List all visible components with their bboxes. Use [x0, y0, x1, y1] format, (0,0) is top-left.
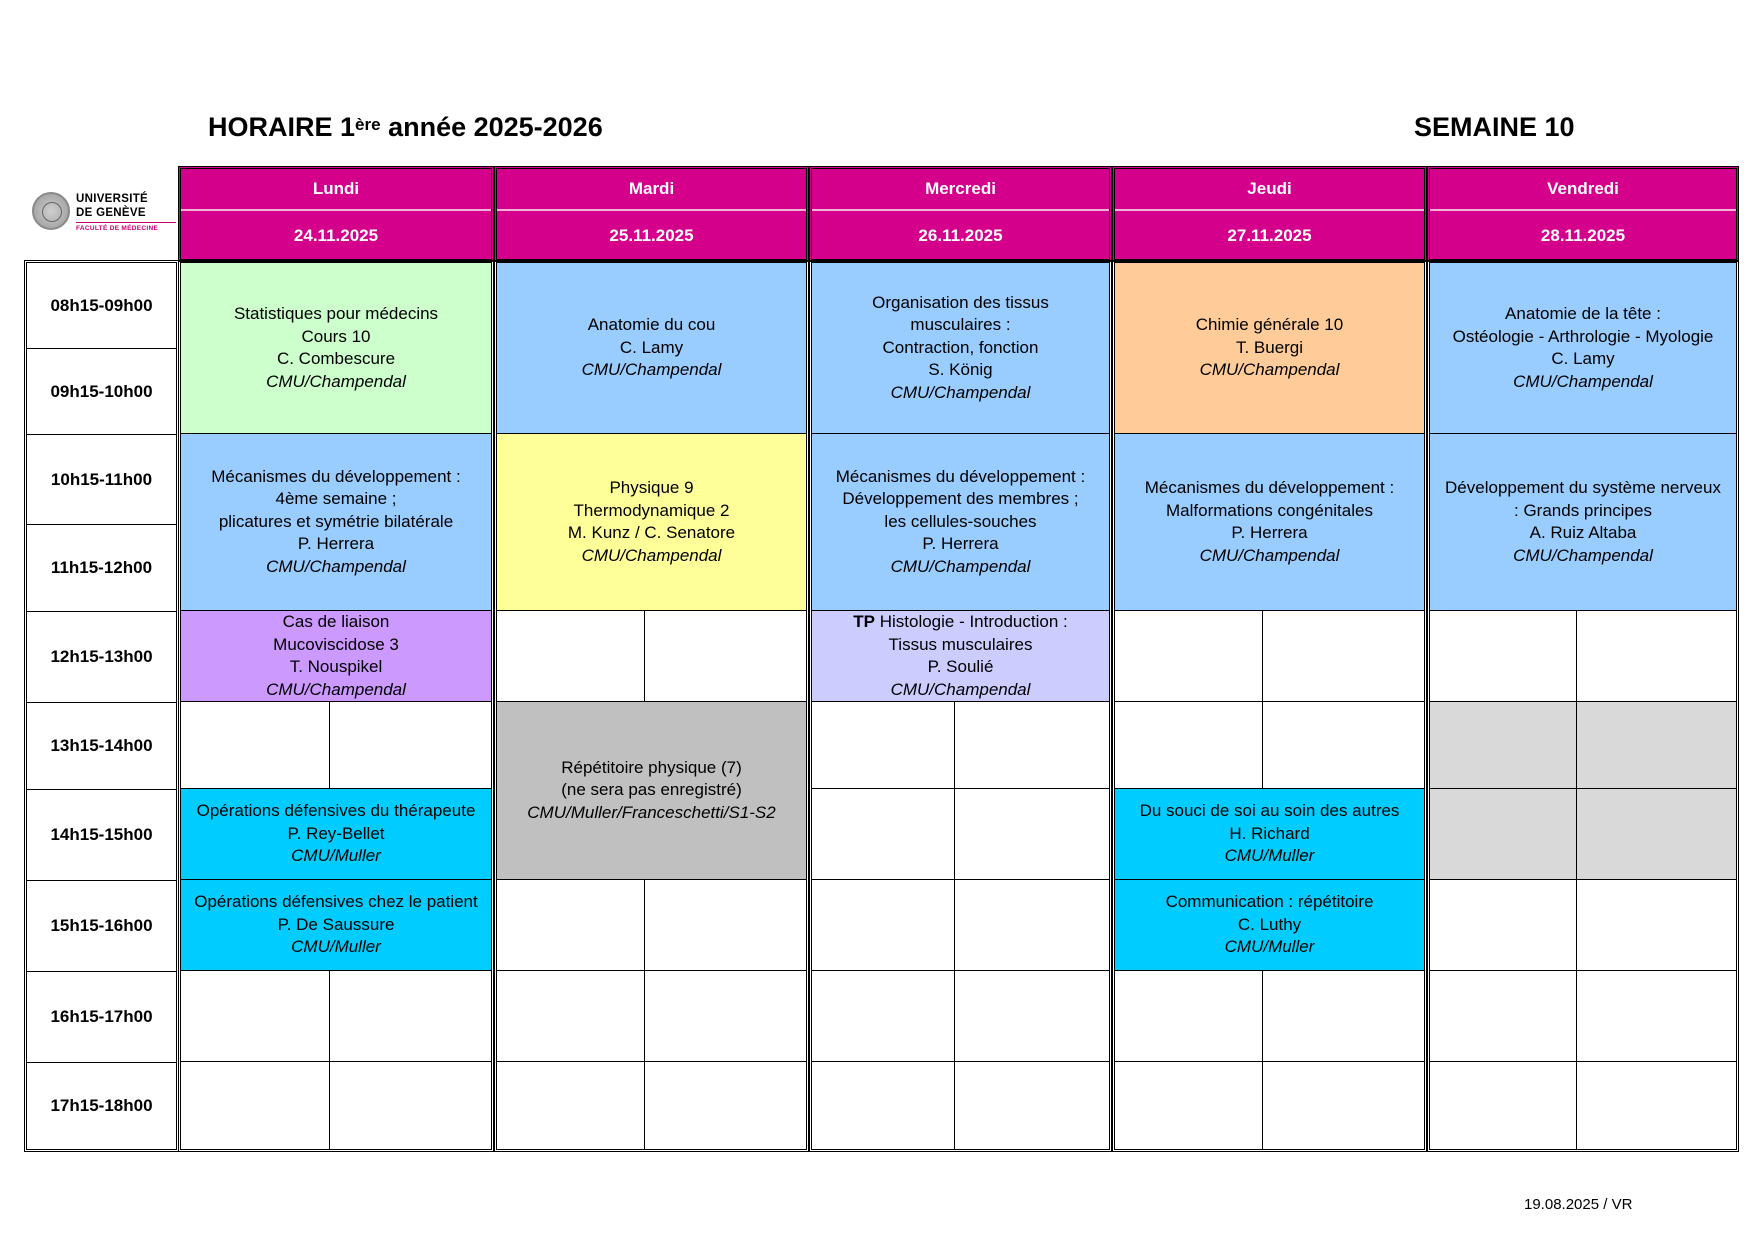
course-location: CMU/Champendal	[266, 371, 406, 391]
course-teacher: P. De Saussure	[277, 914, 395, 934]
empty-slot	[812, 789, 955, 880]
course-title: Opérations défensives chez le patient	[194, 892, 478, 912]
day-header-vendredi	[1427, 166, 1739, 262]
course-block[interactable]	[497, 702, 806, 880]
course-teacher: S. König	[928, 360, 993, 380]
course-teacher: T. Nouspikel	[289, 657, 383, 676]
course-title: Tissus musculaires	[888, 634, 1033, 654]
empty-slot	[497, 971, 645, 1062]
course-location: CMU/Champendal	[581, 360, 722, 380]
empty-slot	[955, 880, 1109, 971]
empty-slot	[1577, 789, 1736, 880]
empty-slot	[181, 1062, 330, 1149]
empty-slot	[1430, 880, 1577, 971]
time-slot: 15h15-16h00	[27, 880, 176, 971]
empty-slot	[955, 971, 1109, 1062]
course-block[interactable]	[812, 434, 1109, 611]
empty-slot	[955, 1062, 1109, 1149]
course-title: Mécanismes du développement :	[211, 466, 461, 486]
logo-line-1: UNIVERSITÉ	[76, 193, 149, 205]
empty-slot	[645, 611, 806, 702]
course-location: CMU/Champendal	[1199, 360, 1340, 380]
course-title	[853, 611, 1068, 634]
course-block[interactable]	[1430, 263, 1736, 434]
empty-slot	[645, 1062, 806, 1149]
day-column-vendredi	[1427, 260, 1739, 1152]
day-name: Lundi	[312, 179, 360, 198]
course-location: CMU/Champendal	[890, 556, 1031, 576]
course-teacher: A. Ruiz Altaba	[1529, 523, 1637, 542]
course-location: CMU/Champendal	[1513, 371, 1653, 391]
course-title: Ostéologie - Arthrologie - Myologie	[1452, 326, 1714, 346]
course-location: CMU/Muller	[1224, 846, 1315, 866]
course-title: : Grands principes	[1514, 500, 1652, 520]
empty-slot	[1263, 971, 1424, 1062]
course-teacher: C. Lamy	[1551, 349, 1615, 368]
empty-slot	[1430, 611, 1577, 702]
empty-slot	[1577, 611, 1736, 702]
day-name: Mardi	[628, 179, 675, 198]
course-teacher: P. Herrera	[922, 534, 999, 554]
course-title: Mucoviscidose 3	[273, 634, 399, 654]
course-location: CMU/Champendal	[581, 545, 722, 565]
time-slot: 08h15-09h00	[50, 295, 153, 315]
course-teacher: P. Rey-Bellet	[287, 823, 385, 843]
empty-slot	[181, 702, 330, 789]
header-divider	[497, 209, 806, 211]
course-title: Malformations congénitales	[1166, 500, 1373, 520]
course-title: Développement des membres ;	[842, 489, 1079, 509]
course-title: Mécanismes du développement :	[1144, 478, 1395, 497]
course-title: Du souci de soi au soin des autres	[1139, 801, 1400, 821]
course-title: Opérations défensives du thérapeute	[196, 801, 476, 821]
course-location: CMU/Muller	[291, 846, 381, 866]
empty-slot	[1430, 971, 1577, 1062]
course-title: Anatomie du cou	[587, 315, 716, 335]
course-title: musculaires :	[910, 315, 1011, 335]
course-location: CMU/Muller/Franceschetti/S1-S2	[527, 802, 776, 822]
course-location: CMU/Champendal	[266, 556, 406, 576]
course-teacher: C. Luthy	[1237, 914, 1302, 934]
course-block[interactable]	[181, 263, 491, 434]
header-divider	[812, 209, 1109, 211]
empty-slot	[181, 971, 330, 1062]
day-date: 27.11.2025	[1227, 226, 1312, 245]
time-slot: 17h15-18h00	[27, 1062, 176, 1149]
day-header-mardi	[494, 166, 809, 262]
course-title: Cours 10	[301, 326, 371, 346]
logo-divider	[76, 222, 176, 223]
course-block[interactable]	[181, 880, 491, 971]
course-title: Thermodynamique 2	[573, 500, 730, 520]
university-seal-icon	[32, 192, 70, 230]
time-slot: 12h15-13h00	[27, 611, 176, 702]
empty-slot	[1115, 971, 1263, 1062]
course-location: CMU/Champendal	[266, 679, 406, 699]
day-column-mardi	[494, 260, 809, 1152]
empty-slot	[1430, 789, 1577, 880]
course-teacher: M. Kunz / C. Senatore	[567, 523, 736, 542]
course-title: les cellules-souches	[884, 511, 1037, 531]
course-title: Physique 9	[609, 478, 694, 497]
day-name: Jeudi	[1247, 179, 1292, 198]
course-block[interactable]	[1115, 789, 1424, 880]
empty-slot	[1577, 1062, 1736, 1149]
day-date: 24.11.2025	[293, 226, 379, 245]
course-location: CMU/Muller	[291, 937, 381, 957]
course-teacher: P. Soulié	[927, 657, 994, 676]
empty-slot	[1115, 1062, 1263, 1149]
header-divider	[1115, 209, 1424, 211]
course-block[interactable]	[812, 263, 1109, 434]
empty-slot	[955, 702, 1109, 789]
course-location: CMU/Muller	[1224, 937, 1315, 957]
day-name: Vendredi	[1547, 179, 1619, 198]
course-title: Statistiques pour médecins	[233, 304, 439, 323]
empty-slot	[1263, 611, 1424, 702]
time-slot: 11h15-12h00	[27, 524, 176, 611]
course-block[interactable]	[497, 434, 806, 611]
day-name: Mercredi	[925, 179, 996, 198]
time-slot: 09h15-10h00	[27, 348, 176, 434]
day-date: 25.11.2025	[609, 226, 694, 245]
course-block[interactable]	[181, 611, 491, 702]
time-column	[24, 260, 179, 1152]
course-teacher: P. Herrera	[1231, 523, 1308, 542]
empty-slot	[1263, 1062, 1424, 1149]
empty-slot	[1115, 611, 1263, 702]
time-slot: 16h15-17h00	[27, 971, 176, 1062]
course-title: plicatures et symétrie bilatérale	[218, 511, 454, 531]
course-block[interactable]	[181, 789, 491, 880]
empty-slot	[330, 971, 491, 1062]
university-logo	[30, 190, 178, 238]
course-title: Répétitoire physique (7)	[561, 757, 742, 777]
course-title: Mécanismes du développement :	[835, 466, 1086, 486]
course-block[interactable]	[1115, 263, 1424, 434]
course-block[interactable]	[812, 611, 1109, 702]
course-block[interactable]	[181, 434, 491, 611]
time-slot: 10h15-11h00	[27, 434, 176, 524]
course-title-text: Histologie - Introduction :	[874, 612, 1068, 631]
course-block[interactable]	[1115, 434, 1424, 611]
course-block[interactable]	[1115, 880, 1424, 971]
day-column-mercredi	[809, 260, 1112, 1152]
empty-slot	[1577, 971, 1736, 1062]
header-divider	[1430, 209, 1736, 211]
course-title: 4ème semaine ;	[275, 489, 397, 509]
empty-slot	[330, 1062, 491, 1149]
footer-revision: 19.08.2025 / VR	[1524, 1196, 1633, 1213]
course-location: CMU/Champendal	[890, 679, 1031, 699]
day-header-mercredi	[809, 166, 1112, 262]
time-slot: 13h15-14h00	[27, 702, 176, 789]
course-title: Anatomie de la tête :	[1505, 304, 1661, 323]
empty-slot	[1577, 880, 1736, 971]
logo-line-2: DE GENÈVE	[76, 207, 146, 219]
course-location: CMU/Champendal	[1199, 545, 1340, 565]
empty-slot	[955, 789, 1109, 880]
course-title: Cas de liaison	[282, 612, 390, 631]
header-divider	[181, 209, 491, 211]
logo-line-3: FACULTÉ DE MÉDECINE	[76, 225, 159, 232]
day-header-jeudi	[1112, 166, 1427, 262]
course-teacher: C. Combescure	[276, 349, 396, 368]
empty-slot	[812, 702, 955, 789]
course-type-tag: TP	[853, 612, 875, 631]
empty-slot	[497, 880, 645, 971]
course-block[interactable]	[1430, 434, 1736, 611]
course-teacher: H. Richard	[1229, 823, 1310, 843]
day-date: 28.11.2025	[1540, 226, 1626, 245]
course-title: Contraction, fonction	[882, 337, 1039, 357]
empty-slot	[812, 880, 955, 971]
course-teacher: C. Lamy	[619, 337, 684, 357]
course-title: Développement du système nerveux	[1445, 478, 1721, 497]
empty-slot	[1115, 702, 1263, 789]
empty-slot	[812, 1062, 955, 1149]
course-location: CMU/Champendal	[890, 382, 1031, 402]
empty-slot	[1430, 702, 1577, 789]
day-date: 26.11.2025	[918, 226, 1003, 245]
empty-slot	[497, 611, 645, 702]
course-title: Organisation des tissus	[872, 292, 1049, 312]
course-teacher: (ne sera pas enregistré)	[561, 780, 742, 800]
course-title: Chimie générale 10	[1195, 315, 1344, 335]
empty-slot	[1263, 702, 1424, 789]
empty-slot	[330, 702, 491, 789]
week-number: SEMAINE 10	[1414, 112, 1575, 142]
day-header-lundi	[178, 166, 494, 262]
empty-slot	[812, 971, 955, 1062]
empty-slot	[497, 1062, 645, 1149]
course-location: CMU/Champendal	[1513, 545, 1653, 565]
page-title: HORAIRE 1ère année 2025-2026	[208, 112, 603, 142]
course-title: Communication : répétitoire	[1165, 892, 1374, 912]
empty-slot	[1430, 1062, 1577, 1149]
day-column-lundi	[178, 260, 494, 1152]
time-slot: 14h15-15h00	[27, 789, 176, 880]
day-column-jeudi	[1112, 260, 1427, 1152]
empty-slot	[645, 880, 806, 971]
empty-slot	[645, 971, 806, 1062]
course-teacher: P. Herrera	[297, 534, 375, 554]
course-block[interactable]	[497, 263, 806, 434]
empty-slot	[1577, 702, 1736, 789]
course-teacher: T. Buergi	[1235, 337, 1304, 357]
